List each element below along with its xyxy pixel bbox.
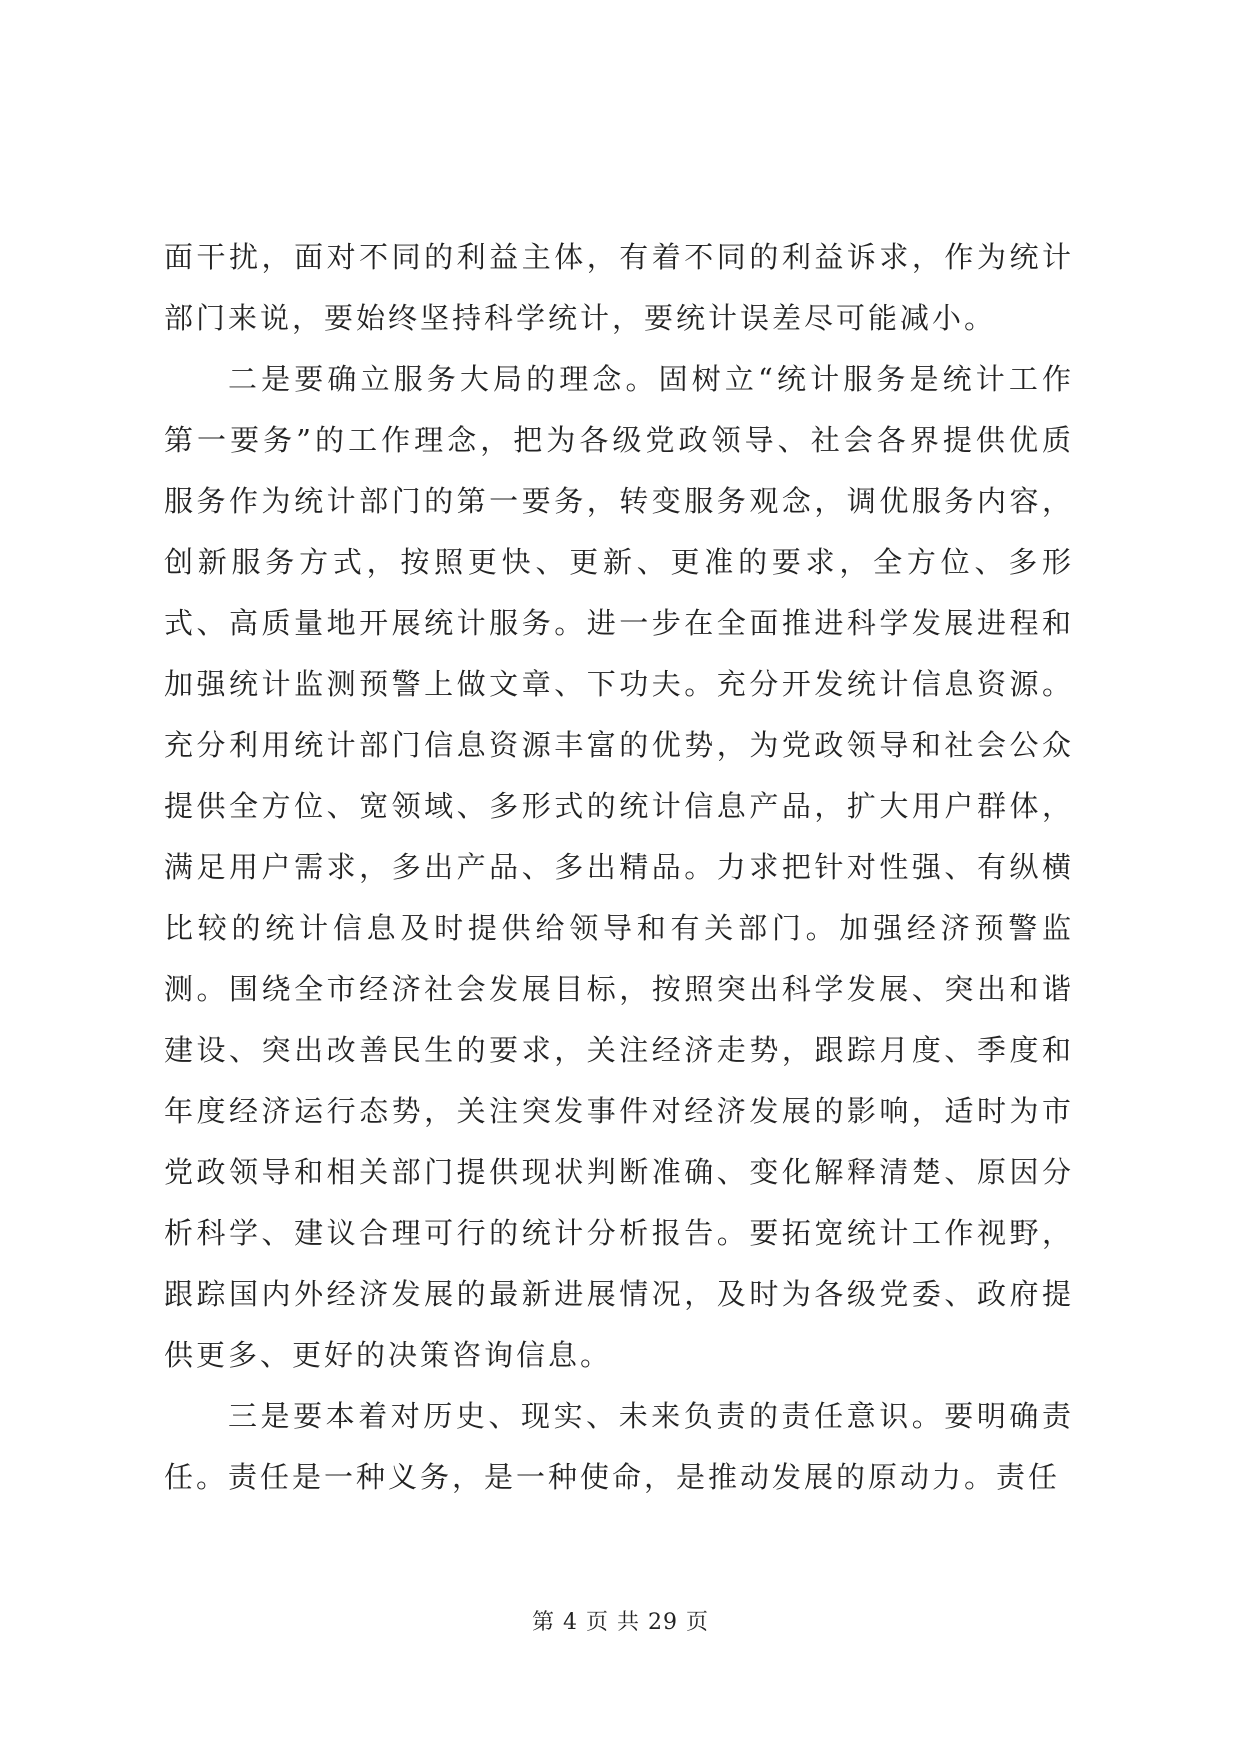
paragraph-2: 二是要确立服务大局的理念。固树立“统计服务是统计工作第一要务”的工作理念，把为各级党政领导、社会各界提供优质服务作为统计部门的第一要务，转变服务观念，调优服务内容，创新服务方式，按照更快、更新、更准的要求，全方位、多形式、高质量地开展统计服务。进一步在全面推进科学发展进程和加强统计监测预警上做文章、下功夫。充分开发统计信息资源。充分利用统计部门信息资源丰富的优势，为党政领导和社会公众提供全方位、宽领域、多形式的统计信息产品，扩大用户群体，满足用户需求，多出产品、多出精品。力求把针对性强、有纵横比较的统计信息及时提供给领导和有关部门。加强经济预警监测。围绕全市经济社会发展目标，按照突出科学发展、突出和谐建设、突出改善民生的要求，关注经济走势，跟踪月度、季度和年度经济运行态势，关注突发事件对经济发展的影响，适时为市党政领导和相关部门提供现状判断准确、变化解释清楚、原因分析科学、建议合理可行的统计分析报告。要拓宽统计工作视野，跟踪国内外经济发展的最新进展情况，及时为各级党委、政府提供更多、更好的决策咨询信息。: [164, 362, 1074, 1372]
page-number-footer: 第 4 页 共 29 页: [532, 1610, 709, 1635]
paragraph-1: 面干扰，面对不同的利益主体，有着不同的利益诉求，作为统计部门来说，要始终坚持科学统计，要统计误差尽可能减小。: [164, 240, 1074, 335]
paragraph-3: 三是要本着对历史、现实、未来负责的责任意识。要明确责任。责任是一种义务，是一种使命，是推动发展的原动力。责任: [164, 1399, 1074, 1494]
document-body: [164, 227, 1074, 1508]
